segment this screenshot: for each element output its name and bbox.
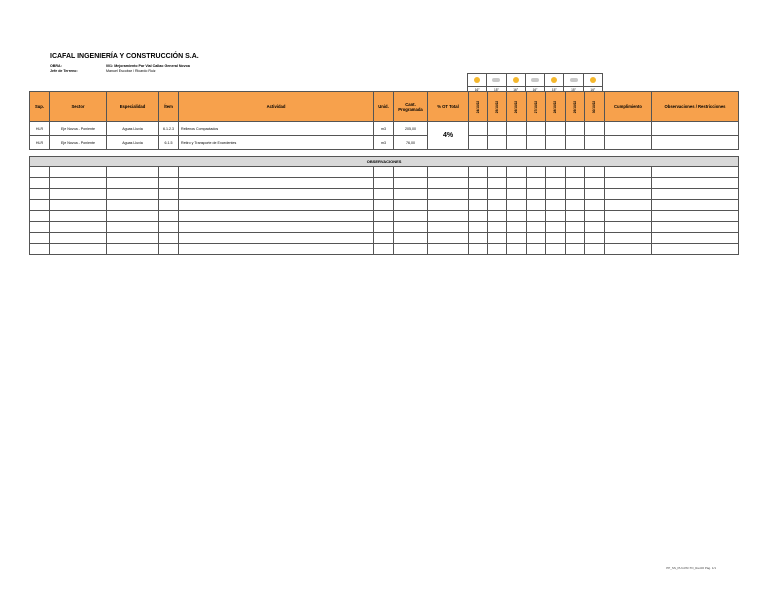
temp: 16°: [506, 87, 525, 94]
observation-cell[interactable]: [469, 178, 488, 189]
day-cell[interactable]: [488, 122, 507, 136]
observation-cell[interactable]: [566, 244, 585, 255]
cell-actividad: Rellenos Compactados: [179, 122, 374, 136]
col-observaciones: Observaciones / Restricciones: [652, 92, 739, 122]
observation-cell[interactable]: [107, 189, 159, 200]
observation-cell[interactable]: [469, 211, 488, 222]
observation-cell[interactable]: [566, 233, 585, 244]
observation-cell[interactable]: [179, 200, 374, 211]
cell-unid: m3: [374, 136, 394, 150]
observation-cell[interactable]: [605, 233, 652, 244]
observation-cell[interactable]: [179, 167, 374, 178]
observation-cell[interactable]: [159, 222, 179, 233]
cell-actividad: Retiro y Transporte de Excedentes: [179, 136, 374, 150]
observation-cell[interactable]: [159, 178, 179, 189]
observation-cell[interactable]: [546, 167, 566, 178]
sun-cloud-icon: [468, 74, 487, 87]
temp: 15°: [545, 87, 564, 94]
day-cell[interactable]: [546, 122, 566, 136]
day-cell[interactable]: [507, 136, 527, 150]
observation-cell[interactable]: [488, 167, 507, 178]
day-cell[interactable]: [585, 122, 605, 136]
observation-cell[interactable]: [527, 244, 546, 255]
observation-cell[interactable]: [50, 222, 107, 233]
col-especialidad: Especialidad: [107, 92, 159, 122]
activity-table: [29, 91, 739, 150]
date-cell: [546, 92, 566, 122]
observation-cell[interactable]: [469, 189, 488, 200]
observation-cell[interactable]: [488, 222, 507, 233]
observation-cell[interactable]: [469, 167, 488, 178]
col-sup: Sup.: [30, 92, 50, 122]
observation-cell[interactable]: [394, 167, 428, 178]
observation-cell[interactable]: [488, 233, 507, 244]
table-row: [30, 136, 739, 150]
col-pct: % OT Total: [428, 92, 469, 122]
observation-cell[interactable]: [652, 200, 739, 211]
cloud-icon: [525, 74, 544, 87]
observation-cell[interactable]: [546, 200, 566, 211]
pct-ot-total: 4%: [428, 122, 469, 150]
observation-row: [30, 211, 739, 222]
observation-row: [30, 178, 739, 189]
cell-sup: HLR: [30, 136, 50, 150]
temp: 16°: [525, 87, 544, 94]
temp: 16°: [583, 87, 602, 94]
observation-cell[interactable]: [394, 244, 428, 255]
observation-cell[interactable]: [652, 178, 739, 189]
observation-cell[interactable]: [566, 200, 585, 211]
observation-cell[interactable]: [159, 167, 179, 178]
observation-cell[interactable]: [652, 222, 739, 233]
observation-cell[interactable]: [30, 189, 50, 200]
date-cell: [566, 92, 585, 122]
observation-cell[interactable]: [566, 222, 585, 233]
page-footer: PP_SS_PLN-PR-TO_Rev00 Pág. 1/1: [666, 566, 716, 570]
observation-cell[interactable]: [30, 244, 50, 255]
jefe-label: Jefe de Terreno:: [50, 69, 78, 73]
temp: 15°: [564, 87, 583, 94]
observation-cell[interactable]: [374, 211, 394, 222]
observation-cell[interactable]: [566, 189, 585, 200]
observation-cell[interactable]: [488, 200, 507, 211]
observation-cell[interactable]: [107, 233, 159, 244]
observation-cell[interactable]: [507, 211, 527, 222]
day-cell[interactable]: [488, 136, 507, 150]
observation-cell[interactable]: [585, 222, 605, 233]
observation-cell[interactable]: [507, 222, 527, 233]
date-label: 28/10/22: [553, 100, 558, 113]
col-cumplimiento: Cumplimiento: [605, 92, 652, 122]
observation-cell[interactable]: [374, 178, 394, 189]
observation-cell[interactable]: [507, 178, 527, 189]
cumplimiento-cell[interactable]: [605, 136, 652, 150]
observation-cell[interactable]: [30, 167, 50, 178]
observation-cell[interactable]: [605, 200, 652, 211]
jefe-value: Manuel Escobar / Ricardo Ruiz: [106, 69, 156, 73]
date-label: 29/10/22: [572, 100, 577, 113]
observation-cell[interactable]: [605, 167, 652, 178]
observation-cell[interactable]: [546, 222, 566, 233]
table-row: [30, 122, 739, 136]
cell-cant: 205,00: [394, 122, 428, 136]
cumplimiento-cell[interactable]: [605, 122, 652, 136]
cell-item: 6.1.2.3: [159, 122, 179, 136]
observation-cell[interactable]: [527, 178, 546, 189]
company-title: ICAFAL INGENIERÍA Y CONSTRUCCIÓN S.A.: [50, 53, 199, 60]
observation-cell[interactable]: [107, 222, 159, 233]
observation-cell[interactable]: [159, 244, 179, 255]
temp: 15°: [487, 87, 506, 94]
observation-cell[interactable]: [374, 244, 394, 255]
observation-cell[interactable]: [527, 189, 546, 200]
date-label: 30/10/22: [592, 100, 597, 113]
observation-cell[interactable]: [394, 189, 428, 200]
observation-cell[interactable]: [394, 200, 428, 211]
observation-cell[interactable]: [605, 222, 652, 233]
observation-cell[interactable]: [546, 244, 566, 255]
observation-cell[interactable]: [50, 167, 107, 178]
obra-label: OBRA:: [50, 64, 62, 68]
temp: 16°: [468, 87, 487, 94]
observations-table: [29, 156, 739, 255]
observation-cell[interactable]: [394, 178, 428, 189]
day-cell[interactable]: [507, 122, 527, 136]
col-sector: Sector: [50, 92, 107, 122]
observation-cell[interactable]: [50, 211, 107, 222]
day-cell[interactable]: [469, 136, 488, 150]
observation-cell[interactable]: [585, 200, 605, 211]
observation-cell[interactable]: [179, 233, 374, 244]
observation-cell[interactable]: [527, 222, 546, 233]
day-cell[interactable]: [585, 136, 605, 150]
observation-cell[interactable]: [50, 178, 107, 189]
observation-cell[interactable]: [50, 244, 107, 255]
observation-cell[interactable]: [469, 200, 488, 211]
observation-cell[interactable]: [159, 233, 179, 244]
observation-cell[interactable]: [179, 244, 374, 255]
observation-cell[interactable]: [527, 167, 546, 178]
day-cell[interactable]: [546, 136, 566, 150]
cloud-icon: [564, 74, 583, 87]
observation-cell[interactable]: [469, 233, 488, 244]
observation-cell[interactable]: [566, 178, 585, 189]
col-unid: Unid.: [374, 92, 394, 122]
observation-cell[interactable]: [107, 244, 159, 255]
observation-cell[interactable]: [507, 200, 527, 211]
observation-cell[interactable]: [107, 167, 159, 178]
observation-cell[interactable]: [50, 233, 107, 244]
sun-cloud-icon: [506, 74, 525, 87]
observation-cell[interactable]: [469, 244, 488, 255]
observation-cell[interactable]: [107, 211, 159, 222]
observation-cell[interactable]: [605, 178, 652, 189]
date-cell: [527, 92, 546, 122]
observation-cell[interactable]: [488, 178, 507, 189]
observations-title: OBSERVACIONES: [30, 157, 739, 167]
observation-cell[interactable]: [30, 211, 50, 222]
observation-cell[interactable]: [605, 189, 652, 200]
observation-cell[interactable]: [527, 233, 546, 244]
observation-cell[interactable]: [30, 178, 50, 189]
observation-cell[interactable]: [30, 200, 50, 211]
observation-cell[interactable]: [527, 211, 546, 222]
observation-cell[interactable]: [428, 189, 469, 200]
observation-cell[interactable]: [546, 178, 566, 189]
date-label: 27/10/22: [533, 100, 538, 113]
observation-cell[interactable]: [507, 244, 527, 255]
obra-value: 001: Mejoramiento Par Vial Callao General Novoa: [106, 64, 190, 68]
observation-cell[interactable]: [469, 222, 488, 233]
day-cell[interactable]: [566, 122, 585, 136]
cell-sector: Eje Novoa - Poniente: [50, 136, 107, 150]
observation-cell[interactable]: [179, 189, 374, 200]
observation-cell[interactable]: [566, 167, 585, 178]
cell-unid: m3: [374, 122, 394, 136]
observation-cell[interactable]: [394, 222, 428, 233]
date-label: 26/10/22: [514, 100, 519, 113]
observation-row: [30, 244, 739, 255]
day-cell[interactable]: [527, 136, 546, 150]
observaciones-cell[interactable]: [652, 122, 739, 136]
observation-cell[interactable]: [30, 222, 50, 233]
observation-cell[interactable]: [605, 244, 652, 255]
observation-cell[interactable]: [179, 222, 374, 233]
observation-cell[interactable]: [428, 233, 469, 244]
observation-cell[interactable]: [652, 167, 739, 178]
date-cell: [488, 92, 507, 122]
observation-cell[interactable]: [159, 200, 179, 211]
observation-cell[interactable]: [546, 189, 566, 200]
observation-cell[interactable]: [585, 189, 605, 200]
day-cell[interactable]: [527, 122, 546, 136]
observation-cell[interactable]: [394, 233, 428, 244]
observation-cell[interactable]: [652, 189, 739, 200]
observation-cell[interactable]: [488, 211, 507, 222]
day-cell[interactable]: [566, 136, 585, 150]
observation-cell[interactable]: [107, 200, 159, 211]
observation-cell[interactable]: [159, 211, 179, 222]
col-actividad: Actividad: [179, 92, 374, 122]
observation-cell[interactable]: [428, 211, 469, 222]
observation-cell[interactable]: [159, 189, 179, 200]
date-cell: [507, 92, 527, 122]
observation-cell[interactable]: [428, 178, 469, 189]
observation-cell[interactable]: [50, 189, 107, 200]
observation-cell[interactable]: [428, 222, 469, 233]
observation-cell[interactable]: [179, 211, 374, 222]
observation-row: [30, 167, 739, 178]
observation-cell[interactable]: [546, 233, 566, 244]
observation-cell[interactable]: [30, 233, 50, 244]
col-cant: Cant. Programada: [394, 92, 428, 122]
observation-row: [30, 189, 739, 200]
observation-row: [30, 233, 739, 244]
observation-cell[interactable]: [652, 211, 739, 222]
col-item: Ítem: [159, 92, 179, 122]
observation-cell[interactable]: [652, 244, 739, 255]
observation-cell[interactable]: [585, 233, 605, 244]
cell-especialidad: Aguas Lluvia: [107, 136, 159, 150]
observation-cell[interactable]: [107, 178, 159, 189]
cell-especialidad: Aguas Lluvia: [107, 122, 159, 136]
observation-cell[interactable]: [652, 233, 739, 244]
observaciones-cell[interactable]: [652, 136, 739, 150]
observation-cell[interactable]: [428, 244, 469, 255]
observation-cell[interactable]: [585, 211, 605, 222]
cell-cant: 76,00: [394, 136, 428, 150]
observation-cell[interactable]: [585, 178, 605, 189]
cell-item: 6.1.5: [159, 136, 179, 150]
sun-icon: [583, 74, 602, 87]
observation-cell[interactable]: [488, 244, 507, 255]
observation-cell[interactable]: [585, 167, 605, 178]
observation-cell[interactable]: [488, 189, 507, 200]
date-label: 25/10/22: [494, 100, 499, 113]
cell-sector: Eje Novoa - Poniente: [50, 122, 107, 136]
observation-cell[interactable]: [428, 167, 469, 178]
observation-cell[interactable]: [605, 211, 652, 222]
cell-sup: HLR: [30, 122, 50, 136]
observation-cell[interactable]: [374, 189, 394, 200]
observation-cell[interactable]: [507, 233, 527, 244]
observation-cell[interactable]: [585, 244, 605, 255]
observation-cell[interactable]: [527, 200, 546, 211]
date-cell: [469, 92, 488, 122]
sun-cloud-icon: [545, 74, 564, 87]
date-label: 24/10/22: [475, 100, 480, 113]
observation-cell[interactable]: [394, 211, 428, 222]
observation-cell[interactable]: [50, 200, 107, 211]
observation-cell[interactable]: [428, 200, 469, 211]
observation-cell[interactable]: [374, 167, 394, 178]
day-cell[interactable]: [469, 122, 488, 136]
observation-cell[interactable]: [374, 200, 394, 211]
cloud-icon: [487, 74, 506, 87]
observation-cell[interactable]: [566, 211, 585, 222]
observation-cell[interactable]: [374, 233, 394, 244]
observation-row: [30, 200, 739, 211]
observation-cell[interactable]: [374, 222, 394, 233]
observation-cell[interactable]: [179, 178, 374, 189]
observation-cell[interactable]: [507, 189, 527, 200]
observation-cell[interactable]: [507, 167, 527, 178]
observation-row: [30, 222, 739, 233]
observation-cell[interactable]: [546, 211, 566, 222]
date-cell: [585, 92, 605, 122]
